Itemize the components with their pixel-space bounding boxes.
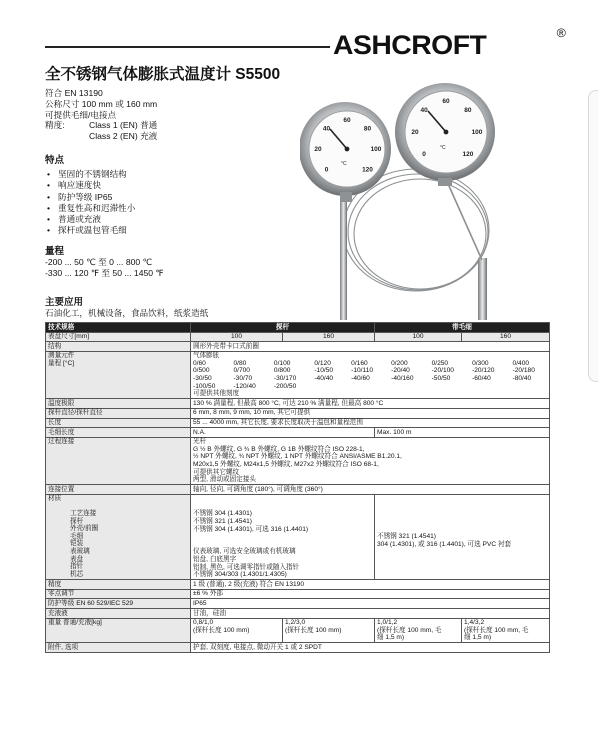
range-value: [314, 383, 345, 391]
accuracy-label: 精度:: [45, 120, 65, 131]
range-value: -50/50: [431, 375, 451, 383]
intro-line: 可提供毛细/电接点: [45, 109, 117, 120]
row-label: 探杆直径/探杆直径: [46, 408, 191, 418]
row-value: IP65: [191, 599, 550, 609]
range-value: 0/800: [273, 367, 291, 375]
left-dial-label: 60: [343, 117, 351, 124]
table-row: [46, 399, 550, 409]
table-row: [46, 351, 550, 399]
row-value: 55 ... 4000 mm, 其它长度, 要求长度取决于温包和量程范围: [191, 418, 550, 428]
table-row: [46, 589, 550, 599]
row-label-line: 量程 [°C]: [48, 359, 75, 367]
page-title: 全不锈钢气体膨胀式温度计 S5500: [45, 66, 281, 83]
accuracy-spec: [45, 120, 157, 142]
row-value: 6 mm, 8 mm, 9 mm, 10 mm, 其它可提供: [191, 408, 550, 418]
row-label-line: 测量元件: [48, 352, 75, 360]
material-value: 不锈钢 304 (1.4301): [193, 510, 253, 518]
process-line: 可提供其它螺纹: [193, 468, 240, 476]
left-unit: °C: [341, 161, 347, 167]
table-row: [46, 580, 550, 590]
right-dial-label: 80: [464, 107, 472, 115]
range-heading: 量程: [45, 246, 65, 257]
features-list: [45, 169, 135, 237]
materials-cap-values: [375, 494, 550, 579]
table-row: [46, 643, 550, 653]
right-dial-label: 100: [471, 129, 483, 136]
range-value: -30/170: [273, 375, 297, 383]
row-label: 重量 普通/充液[kg]: [46, 618, 191, 643]
weight-line: 1,0/1,2: [377, 619, 398, 627]
feature-item: • 防护等级 IP65: [58, 192, 135, 203]
range-value: -20/120: [472, 367, 495, 375]
header-cell: 技术规格: [46, 323, 191, 333]
material-value: 不锈钢 321 (1.4541): [193, 517, 253, 525]
range-value: 0/100: [273, 359, 291, 367]
material-value: 铝制, 黑色, 可选调零指针或随入指针: [193, 563, 300, 571]
range-value: -60/40: [472, 375, 491, 383]
row-label: [46, 494, 191, 579]
size-cell: 100: [191, 332, 283, 342]
range-value: 0/160: [351, 359, 368, 367]
header-cell: 带毛细: [375, 323, 550, 333]
range-value: 0/500: [193, 367, 210, 375]
weight-cell: [462, 618, 550, 643]
range-grid: [193, 360, 547, 390]
features-block: [45, 152, 135, 237]
materials-values: [191, 494, 375, 579]
feature-item: • 重复性高和迟滞性小: [58, 203, 135, 214]
table-row: [46, 618, 550, 643]
table-header-row: [46, 323, 550, 333]
range-line: -330 ... 120 ℉ 至 50 ... 1450 ℉: [45, 268, 164, 278]
range-value: -10/110: [351, 367, 374, 375]
range-value: 0/300: [472, 359, 489, 367]
weight-line: (探杆长度 100 mm): [285, 626, 342, 634]
right-dial-label: 120: [462, 150, 474, 158]
feature-item: • 普通或充液: [58, 214, 135, 225]
right-unit: °C: [440, 145, 446, 151]
intro-line: 符合 EN 13190: [45, 88, 103, 98]
header-rule: [45, 46, 330, 48]
range-value: [351, 383, 385, 391]
table-row: [46, 599, 550, 609]
table-row: [46, 332, 550, 342]
material-name: 毛细: [70, 532, 84, 540]
range-cell: [191, 351, 550, 399]
material-name: 指针: [70, 563, 84, 571]
applications-text: 石油化工，机械设备，食品饮料，纸浆造纸: [45, 308, 209, 318]
material-value: 不锈钢 304 (1.4301), 可选 316 (1.4401): [193, 525, 309, 533]
right-dial-label: 0: [422, 150, 426, 158]
features-heading: 特点: [45, 155, 65, 166]
weight-cell: [283, 618, 375, 643]
material-name: 工艺连接: [70, 509, 97, 517]
accuracy-value: Class 1 (EN) 普通: [89, 120, 158, 131]
range-value: 0/120: [314, 359, 331, 367]
feature-item: • 探杆或温包管毛细: [58, 225, 135, 236]
weight-line: 1,4/3,2: [464, 619, 485, 627]
weight-line: (探杆长度 100 mm, 毛: [464, 626, 529, 634]
left-dial-label: 80: [363, 125, 372, 133]
row-value: Max. 100 m: [375, 428, 550, 438]
capillary-material: 不锈钢 321 (1.4541): [377, 533, 437, 541]
weight-line: 1,2/3,0: [285, 619, 306, 627]
material-value: 铝盘, 白底黑字: [193, 555, 237, 563]
size-cell: 100: [375, 332, 462, 342]
weight-cell: [191, 618, 283, 643]
row-value: 1 级 (普通), 2 级(充液) 符合 EN 13190: [191, 580, 550, 590]
left-dial-label: 20: [314, 146, 322, 153]
row-value: N.A.: [191, 428, 375, 438]
spec-table: [45, 322, 550, 653]
header-cell: 探杆: [191, 323, 375, 333]
materials-label: 材质: [48, 495, 62, 503]
range-value: -20/180: [512, 367, 535, 375]
range-value: -10/50: [314, 367, 334, 375]
range-value: [513, 383, 547, 391]
material-name: 外壳/前圈: [70, 525, 99, 533]
range-value: -20/100: [431, 367, 454, 375]
row-label: 零点调节: [46, 589, 191, 599]
range-value: 0/200: [391, 359, 408, 367]
weight-line: (探杆长度 100 mm, 毛: [377, 626, 442, 634]
process-line: G ½ B 外螺纹, G ¾ B 外螺纹, G 1B 外螺纹符合 ISO 228-1,: [193, 445, 365, 453]
row-label: 温度极限: [46, 399, 191, 409]
logo-wordmark: ASHCROFT: [333, 30, 487, 60]
row-label: 长度: [46, 418, 191, 428]
material-value: 仪表玻璃, 可选安全玻璃或有机玻璃: [193, 548, 296, 556]
size-cell: 160: [283, 332, 375, 342]
process-line: 两型, 滑动或固定接头: [193, 476, 257, 484]
feature-item: • 响应速度快: [58, 180, 135, 191]
left-stem: [340, 200, 347, 320]
table-row: [46, 342, 550, 352]
row-label: 防护等级 EN 60 529/IEC 529: [46, 599, 191, 609]
range-value: [432, 383, 466, 391]
weight-line: (探杆长度 100 mm): [193, 626, 250, 634]
range-other: 可提供其他刻度: [193, 390, 240, 398]
range-value: 0/80: [233, 359, 247, 367]
range-value: 0/250: [431, 359, 449, 367]
right-probe: [478, 258, 487, 320]
row-label: 精度: [46, 580, 191, 590]
material-value: 不锈钢 304/303 (1.4301/1.4305): [193, 571, 287, 579]
row-label: 连接位置: [46, 485, 191, 495]
range-value: 0/700: [233, 367, 250, 375]
range-value: -80/40: [512, 375, 532, 383]
range-value: -30/50: [193, 375, 212, 383]
range-value: -200/50: [273, 382, 297, 390]
range-block: [45, 246, 164, 279]
range-value: -40/160: [391, 375, 414, 383]
left-dial-label: 0: [324, 166, 329, 174]
weight-line: 细 1,5 m): [377, 634, 405, 642]
row-value: 圆形外壳带卡口式前圈: [191, 342, 550, 352]
size-cell: 160: [462, 332, 550, 342]
process-line: 光杆: [193, 438, 207, 446]
left-dial-label: 40: [322, 125, 331, 133]
row-label: 附件, 选项: [46, 643, 191, 653]
table-row: [46, 485, 550, 495]
left-dial-label: 120: [362, 166, 373, 174]
row-value: 护套, 双刻度, 电接点, 微动开关 1 或 2 SPDT: [191, 643, 550, 653]
range-value: 0/400: [512, 359, 530, 367]
table-row: [46, 494, 550, 579]
material-name: 表玻璃: [70, 547, 90, 555]
material-name: 铠装: [70, 540, 84, 548]
element-type: 气体膨胀: [193, 352, 220, 360]
table-row: [46, 428, 550, 438]
weight-line: 0,8/1,0: [193, 619, 214, 627]
range-value: -40/40: [314, 375, 334, 383]
applications-block: [45, 297, 208, 319]
material-name: 表盘: [70, 555, 84, 563]
material-name: 机芯: [70, 570, 84, 578]
row-value: 轴向, 径向, 可调角度 (180°), 可调角度 (360°): [191, 485, 550, 495]
feature-item: • 坚固的不锈钢结构: [58, 169, 135, 180]
right-dial-label: 20: [411, 129, 419, 136]
table-row: [46, 408, 550, 418]
registered-mark: ®: [556, 26, 566, 40]
range-value: [472, 383, 506, 391]
product-photo: [300, 82, 590, 322]
table-row: [46, 437, 550, 485]
row-label: 结构: [46, 342, 191, 352]
row-label: 过程连接: [46, 437, 191, 485]
range-line: -200 ... 50 ℃ 至 0 ... 800 ℃: [45, 257, 153, 267]
weight-line: 细 1,5 m): [464, 634, 492, 642]
range-value: -20/40: [391, 367, 410, 375]
table-row: [46, 609, 550, 619]
right-dial-label: 40: [420, 107, 428, 115]
range-value: -30/70: [233, 375, 253, 383]
ashcroft-logo: [333, 26, 566, 61]
row-value: 甘油，硅油: [191, 609, 550, 619]
range-value: -120/40: [233, 382, 256, 390]
left-dial-label: 100: [370, 146, 382, 153]
row-value: ±6 % 外部: [191, 589, 550, 599]
applications-heading: 主要应用: [45, 297, 84, 308]
intro-block: [45, 88, 157, 142]
row-value: [191, 437, 550, 485]
row-label: 充液液: [46, 609, 191, 619]
table-row: [46, 418, 550, 428]
intro-line: 公称尺寸 100 mm 或 160 mm: [45, 98, 158, 109]
process-line: M20x1,5 外螺纹, M24x1,5 外螺纹, M27x2 外螺纹符合 ISO 68-1,: [193, 461, 379, 468]
row-label: 表盘尺寸[mm]: [46, 332, 191, 342]
weight-cell: [375, 618, 462, 643]
row-value: 130 % 满量程, 但最高 800 °C, 可达 210 % 满量程, 但最高 800 °C: [191, 399, 550, 409]
row-label: [46, 351, 191, 399]
range-value: 0/60: [193, 359, 206, 367]
accuracy-value: Class 2 (EN) 充液: [89, 131, 158, 142]
range-value: [391, 383, 425, 391]
process-line: ½ NPT 外螺纹, ¾ NPT 外螺纹, 1 NPT 外螺纹符合 ANSI/ASME B1.20.1,: [193, 453, 402, 461]
material-name: 探杆: [70, 517, 84, 525]
range-value: -100/50: [193, 382, 216, 390]
armor-material: 304 (1.4301), 或 316 (1.4401), 可选 PVC 衬套: [377, 540, 512, 548]
right-dial-label: 60: [442, 98, 450, 105]
row-label: 毛细长度: [46, 428, 191, 438]
range-value: -40/60: [351, 375, 370, 383]
